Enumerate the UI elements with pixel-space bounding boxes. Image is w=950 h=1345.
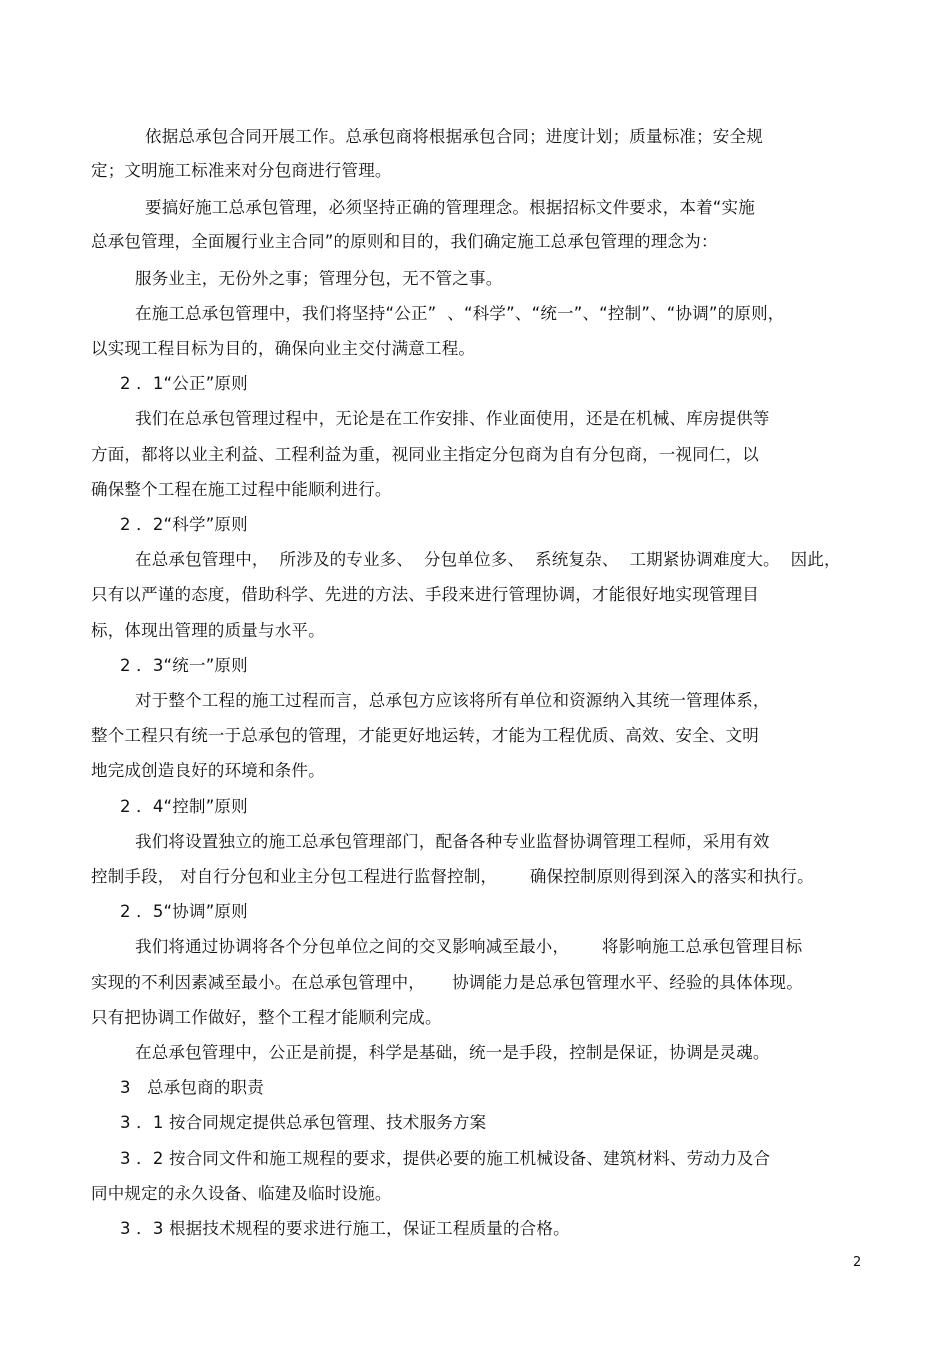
text-line: 整个工程只有统一于总承包的管理，才能更好地运转，才能为工程优质、高效、安全、文明 <box>91 726 759 745</box>
text-line: 3 ．1 按合同规定提供总承包管理、技术服务方案 <box>120 1113 487 1132</box>
text-line: 对于整个工程的施工过程而言，总承包方应该将所有单位和资源纳入其统一管理体系， <box>135 691 770 710</box>
text-line: 我们将通过协调将各个分包单位之间的交叉影响减至最小， 将影响施工总承包管理目标 <box>135 937 803 956</box>
text-line: 3 ．2 按合同文件和施工规程的要求，提供必要的施工机械设备、建筑材料、劳动力及合 <box>120 1149 771 1168</box>
section-heading: 2 ．4“控制”原则 <box>120 797 248 816</box>
text-line: 方面，都将以业主利益、工程利益为重，视同业主指定分包商为自有分包商，一视同仁，以 <box>91 445 759 464</box>
text-line: 服务业主，无份外之事；管理分包，无不管之事。 <box>135 269 503 288</box>
text-line: 地完成创造良好的环境和条件。 <box>91 761 325 780</box>
text-line: 3 ．3 根据技术规程的要求进行施工，保证工程质量的合格。 <box>120 1219 570 1238</box>
text-line: 定；文明施工标准来对分包商进行管理。 <box>91 161 392 180</box>
text-line: 只有把协调工作做好，整个工程才能顺利完成。 <box>91 1008 442 1027</box>
text-line: 在总承包管理中，公正是前提，科学是基础，统一是手段，控制是保证，协调是灵魂。 <box>135 1043 770 1062</box>
text-line: 要搞好施工总承包管理，必须坚持正确的管理理念。根据招标文件要求，本着“实施 <box>145 198 755 217</box>
text-line: 我们在总承包管理过程中，无论是在工作安排、作业面使用，还是在机械、库房提供等 <box>135 409 770 428</box>
section-heading: 2 ．1“公正”原则 <box>120 374 248 393</box>
text-line: 在总承包管理中， 所涉及的专业多、 分包单位多、 系统复杂、 工期紧协调难度大。 因此， <box>135 550 841 569</box>
section-heading: 2 ．3“统一”原则 <box>120 656 248 675</box>
text-line: 实现的不利因素减至最小。在总承包管理中， 协调能力是总承包管理水平、经验的具体体现。 <box>91 973 803 992</box>
text-line: 只有以严谨的态度，借助科学、先进的方法、手段来进行管理协调，才能很好地实现管理目 <box>91 585 759 604</box>
text-line: 总承包管理，全面履行业主合同”的原则和目的，我们确定施工总承包管理的理念为： <box>91 232 718 251</box>
text-line: 标，体现出管理的质量与水平。 <box>91 621 325 640</box>
page-number: 2 <box>853 1255 862 1270</box>
section-heading: 2 ．5“协调”原则 <box>120 902 248 921</box>
section-heading: 2 ．2“科学”原则 <box>120 515 248 534</box>
text-line: 以实现工程目标为目的，确保向业主交付满意工程。 <box>91 339 476 358</box>
text-line: 在施工总承包管理中，我们将坚持“公正” 、“科学”、“统一”、“控制”、“协调”的原则， <box>135 304 785 323</box>
text-line: 依据总承包合同开展工作。总承包商将根据承包合同；进度计划；质量标准；安全规 <box>145 127 763 146</box>
text-line: 同中规定的永久设备、临建及临时设施。 <box>91 1184 392 1203</box>
text-line: 控制手段， 对自行分包和业主分包工程进行监督控制， 确保控制原则得到深入的落实和执行。 <box>91 867 814 886</box>
text-line: 我们将设置独立的施工总承包管理部门，配备各种专业监督协调管理工程师，采用有效 <box>135 832 770 851</box>
text-line: 确保整个工程在施工过程中能顺利进行。 <box>91 480 392 499</box>
section-heading: 3 总承包商的职责 <box>120 1078 264 1097</box>
